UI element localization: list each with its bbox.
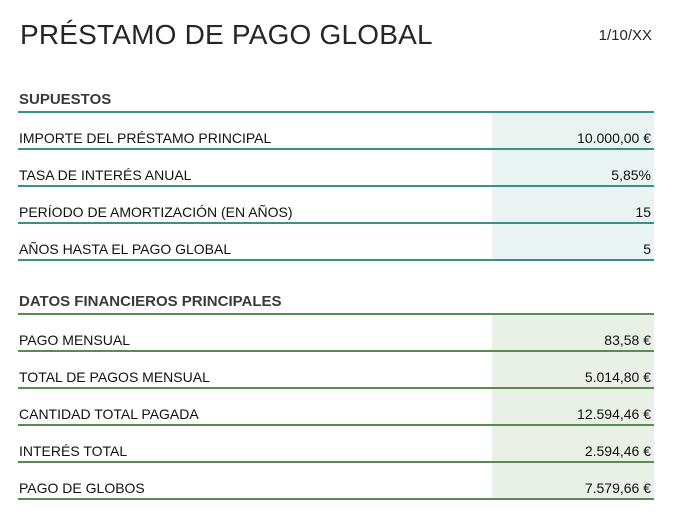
assumptions-section <box>18 89 654 261</box>
years-to-balloon-cell[interactable] <box>492 224 654 259</box>
key-figure-row-total-paid <box>18 389 654 426</box>
principal-amount-cell[interactable] <box>492 113 654 148</box>
monthly-payment-value[interactable]: 83,58 € <box>604 332 651 348</box>
total-paid-cell[interactable] <box>492 389 654 424</box>
total-monthly-payments-cell[interactable] <box>492 352 654 387</box>
total-paid-value[interactable]: 12.594,46 € <box>577 406 651 422</box>
document-date[interactable]: 1/10/XX <box>598 27 652 44</box>
row-label: AÑOS HASTA EL PAGO GLOBAL <box>19 241 232 257</box>
row-label: CANTIDAD TOTAL PAGADA <box>19 406 199 422</box>
key-figure-row-total-interest <box>18 426 654 463</box>
row-label: INTERÉS TOTAL <box>19 443 128 459</box>
total-interest-value[interactable]: 2.594,46 € <box>584 443 651 459</box>
assumption-row-interest-rate <box>18 150 654 187</box>
row-label: IMPORTE DEL PRÉSTAMO PRINCIPAL <box>19 130 272 146</box>
row-label: PERÍODO DE AMORTIZACIÓN (EN AÑOS) <box>19 204 293 220</box>
years-to-balloon-value[interactable]: 5 <box>643 241 651 257</box>
amortization-years-cell[interactable] <box>492 187 654 222</box>
row-label: PAGO MENSUAL <box>19 332 130 348</box>
assumption-row-amortization <box>18 187 654 224</box>
balloon-payment-cell[interactable] <box>492 463 654 498</box>
row-label: TOTAL DE PAGOS MENSUAL <box>19 369 210 385</box>
assumption-row-years-to-balloon <box>18 224 654 261</box>
principal-amount-value[interactable]: 10.000,00 € <box>577 130 651 146</box>
amortization-years-value[interactable]: 15 <box>635 204 651 220</box>
page-title: PRÉSTAMO DE PAGO GLOBAL <box>20 19 433 50</box>
monthly-payment-cell[interactable] <box>492 315 654 350</box>
key-figure-row-balloon-payment <box>18 463 654 500</box>
key-figure-row-total-monthly-payments <box>18 352 654 389</box>
key-figures-section <box>18 291 654 500</box>
interest-rate-cell[interactable] <box>492 150 654 185</box>
total-interest-cell[interactable] <box>492 426 654 461</box>
page-header <box>20 16 652 56</box>
balloon-payment-value[interactable]: 7.579,66 € <box>584 480 651 496</box>
key-figures-heading: DATOS FINANCIEROS PRINCIPALES <box>19 293 282 310</box>
key-figure-row-monthly-payment <box>18 315 654 352</box>
total-monthly-payments-value[interactable]: 5.014,80 € <box>584 369 651 385</box>
assumption-row-principal <box>18 113 654 150</box>
row-label: PAGO DE GLOBOS <box>19 480 145 496</box>
interest-rate-value[interactable]: 5,85% <box>611 167 651 183</box>
assumptions-heading: SUPUESTOS <box>19 91 112 108</box>
row-label: TASA DE INTERÉS ANUAL <box>19 167 192 183</box>
